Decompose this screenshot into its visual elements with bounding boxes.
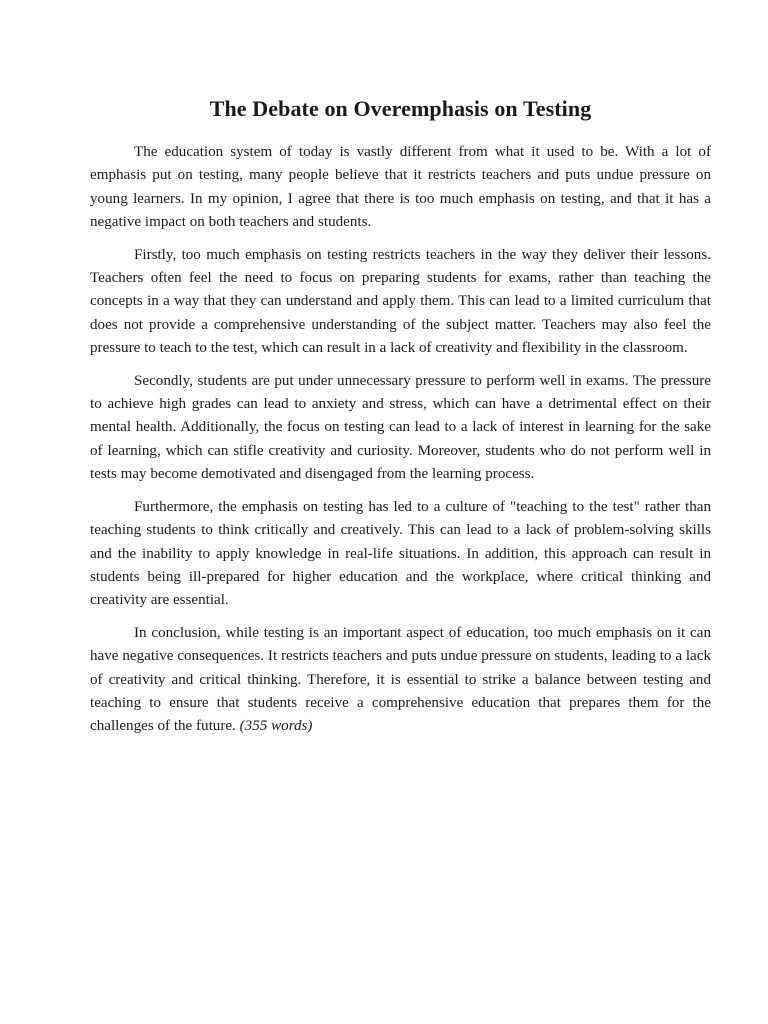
word-count: (355 words) xyxy=(239,718,313,735)
paragraph-conclusion xyxy=(90,622,711,739)
paragraph-teaching-to-test: Furthermore, the emphasis on testing has led to a culture of "teaching to the test" rather than teaching students to think critically and creatively. This can lead to a lack of problem-solving skills and the inability to apply knowledge in real-life situations. In addition, this approach can result in students being ill-prepared for higher education and the workplace, where critical thinking and creativity are essential. xyxy=(90,498,711,609)
conclusion-text: In conclusion, while testing is an important aspect of education, too much emphasis on it can have negative consequences. It restricts teachers and puts undue pressure on students, leading to a lack of creativity and critical thinking. Therefore, it is essential to strike a balance between testing and teaching to ensure that students receive a comprehensive education that prepares them for the challenges of the future. xyxy=(90,624,711,735)
paragraph-students: Secondly, students are put under unnecessary pressure to perform well in exams. The pressure to achieve high grades can lead to anxiety and stress, which can have a detrimental effect on their mental health. Additionally, the focus on testing can lead to a lack of interest in learning for the sake of learning, which can stifle creativity and curiosity. Moreover, students who do not perform well in tests may become demotivated and disengaged from the learning process. xyxy=(90,372,711,483)
document-page xyxy=(90,0,711,748)
paragraph-teachers: Firstly, too much emphasis on testing restricts teachers in the way they deliver their lessons. Teachers often feel the need to focus on preparing students for exams, rather than teaching the concepts in a way that they can understand and apply them. This can lead to a limited curriculum that does not provide a comprehensive understanding of the subject matter. Teachers may also feel the pressure to teach to the test, which can result in a lack of creativity and flexibility in the classroom. xyxy=(90,246,711,357)
paragraph-introduction: The education system of today is vastly different from what it used to be. With a lot of emphasis put on testing, many people believe that it restricts teachers and puts undue pressure on young learners. In my opinion, I agree that there is too much emphasis on testing, and that it has a negative impact on both teachers and students. xyxy=(90,144,711,231)
document-title: The Debate on Overemphasis on Testing xyxy=(209,96,592,121)
essay-body xyxy=(90,141,711,739)
